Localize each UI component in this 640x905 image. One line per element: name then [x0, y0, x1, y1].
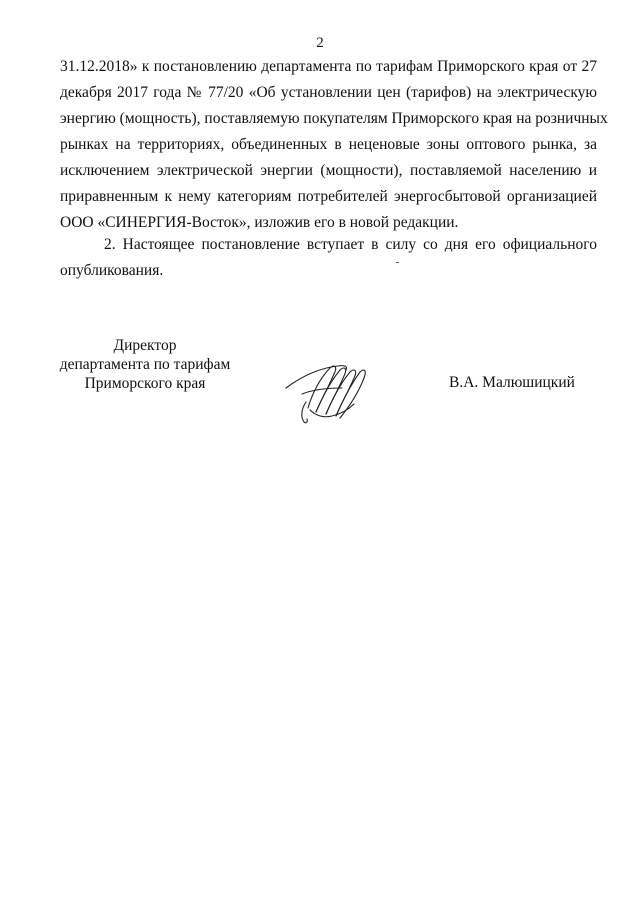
paragraph-line: исключением электрической энергии (мощности), поставляемой населению и — [60, 162, 597, 179]
signatory-title-line: департамента по тарифам — [59, 356, 231, 373]
signatory-title-line: Приморского края — [84, 375, 206, 392]
signatory-title-line: Директор — [113, 337, 177, 354]
paragraph-line: 2. Настоящее постановление вступает в силу со дня его официального — [104, 236, 597, 253]
paragraph-line: опубликования. — [60, 262, 164, 279]
handwritten-signature — [282, 358, 372, 426]
signatory-title — [50, 336, 240, 393]
page-number: 2 — [316, 35, 324, 51]
paragraph-2 — [60, 232, 597, 284]
paragraph-line: приравненным к нему категориям потребителей энергосбытовой организацией — [60, 188, 597, 205]
paragraph-line: декабря 2017 года № 77/20 «Об установлении цен (тарифов) на электрическую — [60, 84, 597, 101]
paragraph-line: ООО «СИНЕРГИЯ-Восток», изложив его в новой редакции. — [60, 214, 459, 231]
paragraph-line: 31.12.2018» к постановлению департамента по тарифам Приморского края от 27 — [60, 58, 597, 75]
signatory-name: В.А. Малюшицкий — [449, 374, 575, 391]
paragraph-1 — [60, 54, 608, 236]
paragraph-line: рынках на территориях, объединенных в неценовые зоны оптового рынка, за — [60, 136, 597, 153]
scan-speck — [396, 262, 399, 263]
paragraph-line: энергию (мощность), поставляемую покупателям Приморского края на розничных — [60, 110, 608, 127]
